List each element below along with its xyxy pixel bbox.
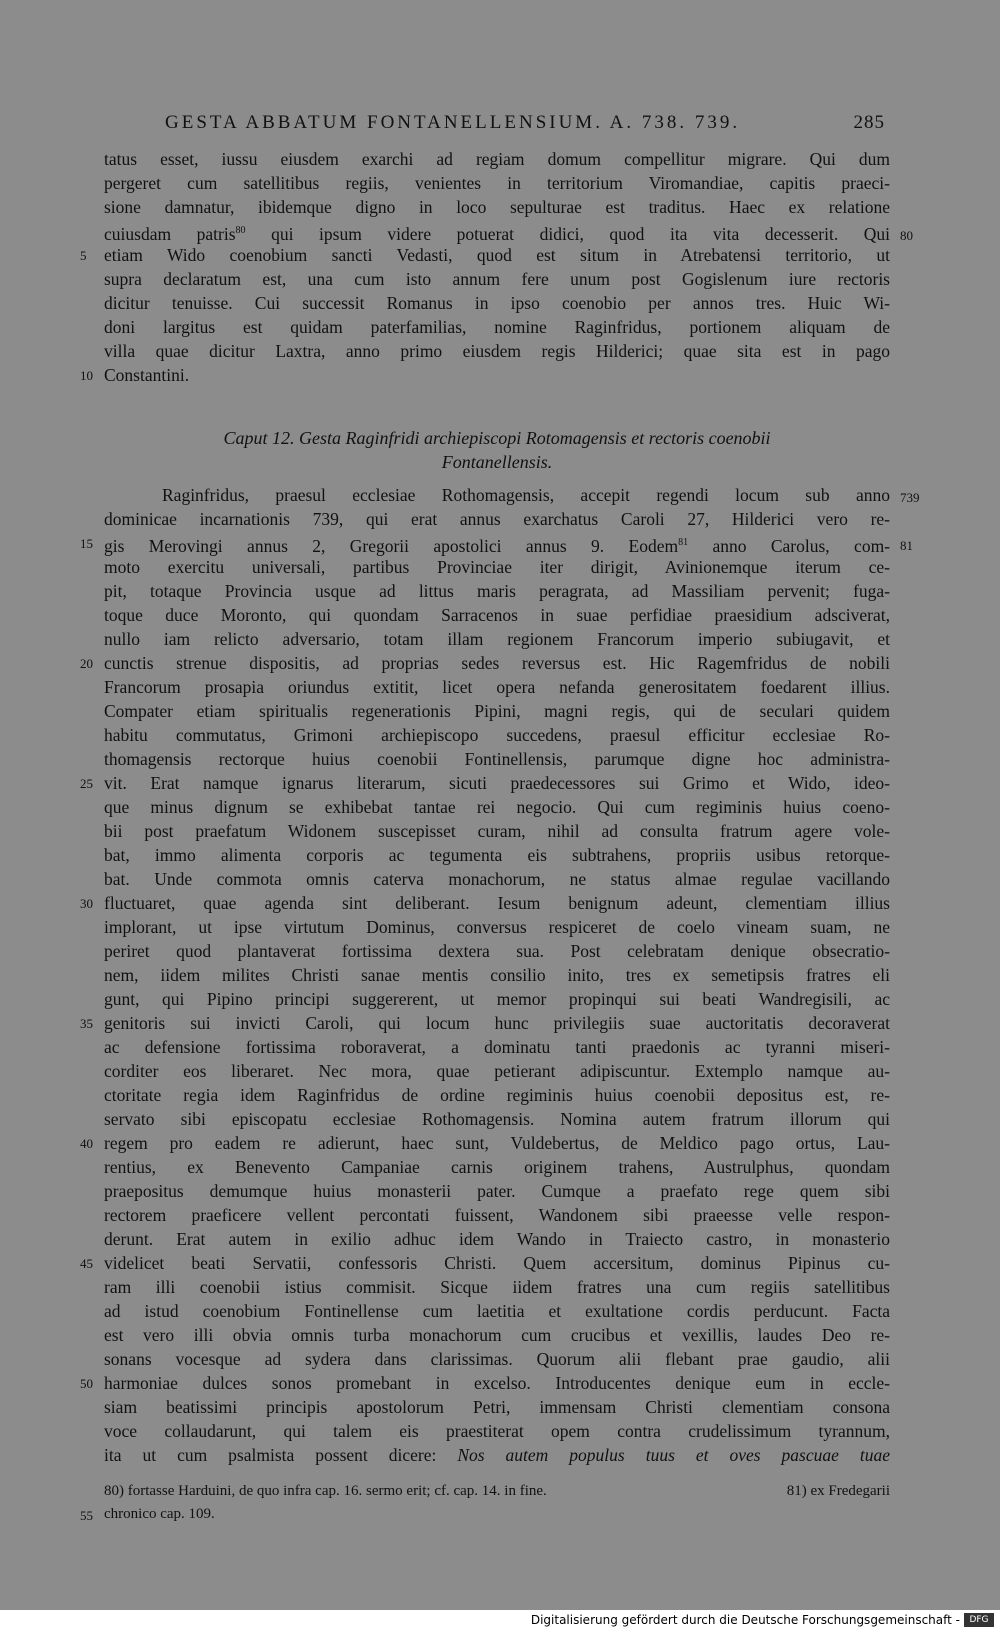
margin-note: 739 <box>900 490 920 505</box>
text-line: bat, immo alimenta corporis ac tegumenta eis subtrahens, propriis usibus retorque- <box>104 845 890 865</box>
text-fragment: anno Carolus, com- <box>712 535 891 556</box>
text-line: villa quae dicitur Laxtra, anno primo eiusdem regis Hilderici; quae sita est in pago <box>104 341 890 361</box>
text-line: periret quod plantaverat fortissima dextera sua. Post celebratam denique obsecratio- <box>104 941 890 961</box>
line-number: 5 <box>80 248 87 263</box>
line-number: 10 <box>80 368 93 383</box>
text-line: nem, iidem milites Christi sanae mentis consilio inito, tres ex semetipsis fratres eli <box>104 965 890 985</box>
text-line: toque duce Moronto, qui quondam Sarracenos in suae perfidiae praesidium adsciverat, <box>104 605 890 625</box>
text-line: bat. Unde commota omnis caterva monachorum, ne status almae regulae vacillando <box>104 869 890 889</box>
text-line: habitu commutatus, Grimoni archiepiscopo succedens, praesul efficitur ecclesiae Ro- <box>104 725 890 745</box>
text-line: implorant, ut ipse virtutum Dominus, conversus respiceret de coelo vineam suam, ne <box>104 917 890 937</box>
text-fragment: ita ut cum psalmista possent dicere: <box>104 1445 437 1465</box>
text-line: vit. Erat namque ignarus literarum, sicuti praedecessores sui Grimo et Wido, ideo- <box>104 773 890 793</box>
text-line: pit, totaque Provincia usque ad littus maris peragrata, ad Massiliam pervenit; fuga- <box>104 581 890 601</box>
text-line: tatus esset, iussu eiusdem exarchi ad regiam domum compellitur migrare. Qui dum <box>104 149 890 169</box>
text-line: regem pro eadem re adierunt, haec sunt, Vuldebertus, de Meldico pago ortus, Lau- <box>104 1133 890 1153</box>
margin-note: 80 <box>900 228 913 243</box>
text-line: ctoritate regia idem Raginfridus de ordine regiminis huius coenobii depositus est, re- <box>104 1085 890 1105</box>
text-line: fluctuaret, quae agenda sint deliberant. Iesum benignum adeunt, clementiam illius <box>104 893 890 913</box>
text-line: Raginfridus, praesul ecclesiae Rothomagensis, accepit regendi locum sub anno <box>162 485 890 505</box>
chapter-title-line2: Fontanellensis. <box>441 452 553 472</box>
text-line: Compater etiam spiritualis regenerationis Pipini, magni regis, qui de seculari quidem <box>104 701 890 721</box>
footnote-ref: 80 <box>235 225 246 236</box>
text-line: rentius, ex Benevento Campaniae carnis originem trahens, Austrulphus, quondam <box>104 1157 890 1177</box>
footnote-80: 80) fortasse Harduini, de quo infra cap. 16. sermo erit; cf. cap. 14. in fine. <box>104 1483 547 1499</box>
text-line: harmoniae dulces sonos promebant in excelso. Introducentes denique eum in eccle- <box>104 1373 890 1393</box>
text-line: genitoris sui invicti Caroli, qui locum hunc privilegiis suae auctoritatis decoraverat <box>104 1013 890 1033</box>
text-line: gunt, qui Pipino principi suggererent, ut memor propinqui sui beati Wandregisili, ac <box>104 989 890 1009</box>
running-head-title: GESTA ABBATUM FONTANELLENSIUM. A. 738. 739. <box>165 112 741 133</box>
text-line: que minus dignum se exhibebat tantae rei negocio. Qui cum regiminis huius coeno- <box>104 797 890 817</box>
text-line: pergeret cum satellitibus regiis, venientes in territorium Viromandiae, capitis praeci- <box>104 173 890 193</box>
text-line: supra declaratum est, una cum isto annum fere unum post Gogislenum iure rectoris <box>104 269 890 289</box>
text-line: dominicae incarnationis 739, qui erat annus exarchatus Caroli 27, Hilderici vero re- <box>104 509 890 529</box>
text-line: thomagensis rectorque huius coenobii Fontinellensis, parumque digne hoc administra- <box>104 749 890 769</box>
text-line: videlicet beati Servatii, confessoris Christi. Quem accersitum, dominus Pipinus cu- <box>104 1253 890 1273</box>
footnote-81: 81) ex Fredegarii <box>786 1483 890 1499</box>
italic-quote: Nos autem populus tuus et oves pascuae tuae <box>457 1445 891 1465</box>
chapter-heading <box>104 426 890 450</box>
margin-note: 81 <box>900 538 913 553</box>
line-number: 15 <box>80 536 93 551</box>
text-line: rectorem praeficere vellent percontati fuissent, Wandonem sibi praeesse velle respon- <box>104 1205 890 1225</box>
text-line: servato sibi episcopatu ecclesiae Rothomagensis. Nomina autem fratrum illorum qui <box>104 1109 890 1129</box>
dfg-logo: DFG <box>964 1613 994 1627</box>
text-line <box>104 1443 890 1467</box>
text-line: moto exercitu universali, partibus Provinciae iter dirigit, Avinionemque iterum ce- <box>104 557 890 577</box>
text-line: Francorum prosapia oriundus extitit, licet opera nefanda generositatem foedarent illius. <box>104 677 890 697</box>
text-line: ad istud coenobium Fontinellense cum laetitia et exultatione cordis perducunt. Facta <box>104 1301 890 1321</box>
line-number: 25 <box>80 776 93 791</box>
text-line: cunctis strenue dispositis, ad proprias sedes reversus est. Hic Ragemfridus de nobili <box>104 653 890 673</box>
line-number: 45 <box>80 1256 93 1271</box>
text-line: derunt. Erat autem in exilio adhuc idem Wando in Traiecto castro, in monasterio <box>104 1229 890 1249</box>
text-line: ac defensione fortissima roboraverat, a dominatu tanti praedonis ac tyranni miseri- <box>104 1037 890 1057</box>
text-fragment: gis Merovingi annus 2, Gregorii apostolici annus 9. Eodem <box>104 535 679 556</box>
text-line: voce collaudarunt, qui talem eis praestiterat opem contra crudelissimum tyrannum, <box>104 1421 890 1441</box>
text-line: bii post praefatum Widonem suscepisset curam, nihil ad consulta fratrum agere vole- <box>104 821 890 841</box>
running-head <box>165 112 885 134</box>
text-line <box>104 219 890 243</box>
line-number: 30 <box>80 896 93 911</box>
text-fragment: cuiusdam patris <box>104 223 236 244</box>
text-line: dicitur tenuisse. Cui successit Romanus in ipso coenobio per annos tres. Huic Wi- <box>104 293 890 313</box>
line-number: 40 <box>80 1136 93 1151</box>
text-line: doni largitus est quidam paterfamilias, nomine Raginfridus, portionem aliquam de <box>104 317 890 337</box>
text-line: ram illi coenobii istius commisit. Sicque iidem fratres una cum regiis satellitibus <box>104 1277 890 1297</box>
line-number: 35 <box>80 1016 93 1031</box>
text-line <box>104 531 890 555</box>
line-number: 55 <box>80 1508 93 1523</box>
footnote-line <box>104 1480 890 1502</box>
chapter-label: Caput 12. <box>223 428 295 448</box>
text-line: sione damnatur, ibidemque digno in loco sepulturae est traditus. Haec ex relatione <box>104 197 890 217</box>
text-line: nullo iam relicto adversario, totam illam regionem Francorum imperio subiugavit, et <box>104 629 890 649</box>
text-line: corditer eos liberaret. Nec mora, quae petierant adipiscuntur. Extemplo namque au- <box>104 1061 890 1081</box>
text-line: etiam Wido coenobium sancti Vedasti, quod est situm in Atrebatensi territorio, ut <box>104 245 890 265</box>
page-number: 285 <box>853 112 885 133</box>
footnote-line: chronico cap. 109. <box>104 1506 215 1522</box>
line-number: 50 <box>80 1376 93 1391</box>
credit-text: Digitalisierung gefördert durch die Deutsche Forschungsgemeinschaft - <box>530 1613 960 1627</box>
text-line: sonans vocesque ad sydera dans clarissimas. Quorum alii flebant prae gaudio, alii <box>104 1349 890 1369</box>
line-number: 20 <box>80 656 93 671</box>
credit-bar <box>0 1610 1000 1632</box>
text-line: praepositus demumque huius monasterii pater. Cumque a praefato rege quem sibi <box>104 1181 890 1201</box>
text-line: est vero illi obvia omnis turba monachorum cum crucibus et vexillis, laudes Deo re- <box>104 1325 890 1345</box>
text-line: siam beatissimi principis apostolorum Petri, immensam Christi clementiam consona <box>104 1397 890 1417</box>
chapter-title-line1: Gesta Raginfridi archiepiscopi Rotomagensis et rectoris coenobii <box>298 428 771 448</box>
text-line: Constantini. <box>104 365 190 385</box>
footnote-ref: 81 <box>678 537 689 548</box>
text-fragment: qui ipsum videre potuerat didici, quod ita vita decesserit. Qui <box>271 223 891 244</box>
